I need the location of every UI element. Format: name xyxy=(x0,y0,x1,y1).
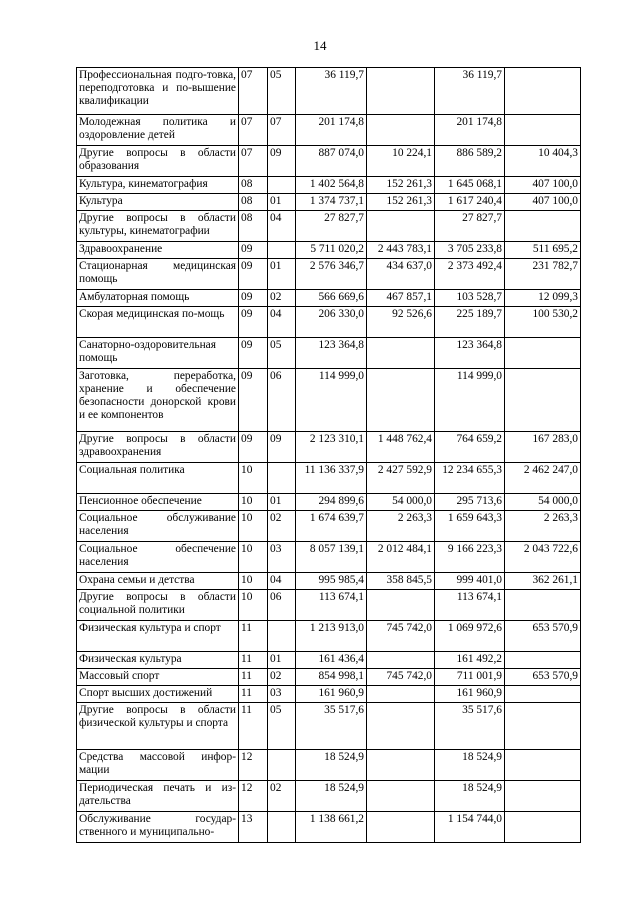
row-value-2 xyxy=(367,750,435,781)
row-value-3: 3 705 233,8 xyxy=(435,242,505,259)
row-value-4: 10 404,3 xyxy=(505,146,581,177)
row-name: Массовый спорт xyxy=(77,669,239,686)
row-subsection-code xyxy=(268,621,296,652)
table-row xyxy=(77,652,581,669)
row-name: Социальное обеспечение населения xyxy=(77,542,239,573)
row-subsection-code: 09 xyxy=(268,146,296,177)
row-section-code: 10 xyxy=(239,590,268,621)
table-row xyxy=(77,369,581,432)
row-name: Обслуживание государ-ственного и муниципально- xyxy=(77,812,239,843)
row-name: Другие вопросы в области образования xyxy=(77,146,239,177)
row-value-2: 745 742,0 xyxy=(367,669,435,686)
row-section-code: 11 xyxy=(239,621,268,652)
row-name: Культура xyxy=(77,194,239,211)
row-value-1: 1 374 737,1 xyxy=(296,194,367,211)
row-value-4: 2 263,3 xyxy=(505,511,581,542)
row-value-4: 12 099,3 xyxy=(505,290,581,307)
row-value-4 xyxy=(505,211,581,242)
row-value-3: 113 674,1 xyxy=(435,590,505,621)
table-row xyxy=(77,781,581,812)
row-value-2: 358 845,5 xyxy=(367,573,435,590)
row-name: Социальная политика xyxy=(77,463,239,494)
row-value-1: 11 136 337,9 xyxy=(296,463,367,494)
row-subsection-code: 02 xyxy=(268,511,296,542)
row-value-1: 995 985,4 xyxy=(296,573,367,590)
row-value-4: 54 000,0 xyxy=(505,494,581,511)
row-name: Здравоохранение xyxy=(77,242,239,259)
row-subsection-code: 01 xyxy=(268,259,296,290)
row-value-1: 35 517,6 xyxy=(296,703,367,750)
row-name: Другие вопросы в области культуры, кинематографии xyxy=(77,211,239,242)
table-row xyxy=(77,259,581,290)
row-name: Средства массовой инфор-мации xyxy=(77,750,239,781)
row-value-3: 1 069 972,6 xyxy=(435,621,505,652)
row-subsection-code: 03 xyxy=(268,542,296,573)
table-row xyxy=(77,511,581,542)
row-value-4 xyxy=(505,686,581,703)
row-section-code: 13 xyxy=(239,812,268,843)
row-subsection-code: 02 xyxy=(268,290,296,307)
row-section-code: 09 xyxy=(239,369,268,432)
row-value-1: 1 402 564,8 xyxy=(296,177,367,194)
row-value-4: 2 043 722,6 xyxy=(505,542,581,573)
row-value-2: 2 263,3 xyxy=(367,511,435,542)
row-value-4: 2 462 247,0 xyxy=(505,463,581,494)
table-row xyxy=(77,590,581,621)
row-value-3: 161 492,2 xyxy=(435,652,505,669)
row-value-1: 18 524,9 xyxy=(296,750,367,781)
row-value-3: 2 373 492,4 xyxy=(435,259,505,290)
row-value-4: 362 261,1 xyxy=(505,573,581,590)
row-value-3: 36 119,7 xyxy=(435,68,505,115)
row-section-code: 09 xyxy=(239,338,268,369)
row-subsection-code: 01 xyxy=(268,494,296,511)
row-value-3: 103 528,7 xyxy=(435,290,505,307)
row-section-code: 10 xyxy=(239,573,268,590)
row-value-4: 653 570,9 xyxy=(505,669,581,686)
row-subsection-code: 07 xyxy=(268,115,296,146)
row-value-4 xyxy=(505,338,581,369)
row-section-code: 11 xyxy=(239,652,268,669)
row-section-code: 07 xyxy=(239,146,268,177)
row-value-1: 201 174,8 xyxy=(296,115,367,146)
row-value-1: 2 576 346,7 xyxy=(296,259,367,290)
row-name: Спорт высших достижений xyxy=(77,686,239,703)
budget-table xyxy=(76,67,581,843)
row-value-2: 2 012 484,1 xyxy=(367,542,435,573)
table-row xyxy=(77,242,581,259)
row-value-2 xyxy=(367,68,435,115)
row-value-3: 1 645 068,1 xyxy=(435,177,505,194)
row-subsection-code: 04 xyxy=(268,211,296,242)
row-value-3: 201 174,8 xyxy=(435,115,505,146)
row-section-code: 08 xyxy=(239,211,268,242)
row-subsection-code: 06 xyxy=(268,590,296,621)
row-value-1: 566 669,6 xyxy=(296,290,367,307)
table-row xyxy=(77,812,581,843)
row-section-code: 08 xyxy=(239,177,268,194)
row-value-2: 434 637,0 xyxy=(367,259,435,290)
table-row xyxy=(77,463,581,494)
row-value-3: 1 659 643,3 xyxy=(435,511,505,542)
row-value-4: 653 570,9 xyxy=(505,621,581,652)
row-subsection-code xyxy=(268,463,296,494)
row-section-code: 11 xyxy=(239,686,268,703)
table-row xyxy=(77,669,581,686)
table-row xyxy=(77,194,581,211)
row-value-4: 407 100,0 xyxy=(505,194,581,211)
row-section-code: 09 xyxy=(239,242,268,259)
row-value-2: 92 526,6 xyxy=(367,307,435,338)
row-subsection-code: 04 xyxy=(268,307,296,338)
row-subsection-code: 04 xyxy=(268,573,296,590)
row-name: Скорая медицинская по-мощь xyxy=(77,307,239,338)
row-subsection-code: 02 xyxy=(268,781,296,812)
row-value-4 xyxy=(505,68,581,115)
row-value-2: 467 857,1 xyxy=(367,290,435,307)
row-value-4 xyxy=(505,115,581,146)
row-value-3: 225 189,7 xyxy=(435,307,505,338)
row-value-3: 12 234 655,3 xyxy=(435,463,505,494)
row-name: Молодежная политика и оздоровление детей xyxy=(77,115,239,146)
row-value-4 xyxy=(505,590,581,621)
row-value-1: 887 074,0 xyxy=(296,146,367,177)
table-row xyxy=(77,686,581,703)
table-row xyxy=(77,177,581,194)
row-value-2: 2 443 783,1 xyxy=(367,242,435,259)
table-row xyxy=(77,621,581,652)
row-value-2 xyxy=(367,338,435,369)
row-section-code: 09 xyxy=(239,307,268,338)
row-subsection-code: 09 xyxy=(268,432,296,463)
row-name: Периодическая печать и из-дательства xyxy=(77,781,239,812)
row-value-4 xyxy=(505,781,581,812)
row-subsection-code xyxy=(268,242,296,259)
row-value-2: 2 427 592,9 xyxy=(367,463,435,494)
row-subsection-code: 06 xyxy=(268,369,296,432)
row-section-code: 07 xyxy=(239,115,268,146)
row-name: Другие вопросы в области физической культуры и спорта xyxy=(77,703,239,750)
row-name: Культура, кинематография xyxy=(77,177,239,194)
row-subsection-code xyxy=(268,812,296,843)
row-subsection-code: 05 xyxy=(268,703,296,750)
row-subsection-code: 01 xyxy=(268,194,296,211)
table-row xyxy=(77,211,581,242)
row-value-1: 123 364,8 xyxy=(296,338,367,369)
row-value-1: 854 998,1 xyxy=(296,669,367,686)
row-value-2: 10 224,1 xyxy=(367,146,435,177)
row-value-2 xyxy=(367,781,435,812)
row-value-2 xyxy=(367,590,435,621)
row-value-1: 36 119,7 xyxy=(296,68,367,115)
row-value-2: 1 448 762,4 xyxy=(367,432,435,463)
table-row xyxy=(77,542,581,573)
row-name: Пенсионное обеспечение xyxy=(77,494,239,511)
row-section-code: 09 xyxy=(239,290,268,307)
row-value-4 xyxy=(505,703,581,750)
row-value-3: 18 524,9 xyxy=(435,781,505,812)
row-value-2 xyxy=(367,703,435,750)
row-section-code: 09 xyxy=(239,432,268,463)
row-value-3: 27 827,7 xyxy=(435,211,505,242)
table-row xyxy=(77,432,581,463)
row-value-1: 113 674,1 xyxy=(296,590,367,621)
row-section-code: 10 xyxy=(239,542,268,573)
row-subsection-code: 05 xyxy=(268,68,296,115)
table-row xyxy=(77,146,581,177)
row-section-code: 11 xyxy=(239,703,268,750)
row-value-3: 114 999,0 xyxy=(435,369,505,432)
row-section-code: 10 xyxy=(239,494,268,511)
table-row xyxy=(77,290,581,307)
table-row xyxy=(77,68,581,115)
row-value-1: 161 960,9 xyxy=(296,686,367,703)
row-value-2: 54 000,0 xyxy=(367,494,435,511)
row-value-3: 764 659,2 xyxy=(435,432,505,463)
row-name: Стационарная медицинская помощь xyxy=(77,259,239,290)
row-name: Социальное обслуживание населения xyxy=(77,511,239,542)
row-name: Физическая культура и спорт xyxy=(77,621,239,652)
row-value-1: 206 330,0 xyxy=(296,307,367,338)
row-value-2 xyxy=(367,686,435,703)
row-name: Заготовка, переработка, хранение и обеспечение безопасности донорской крови и ее компонентов xyxy=(77,369,239,432)
row-subsection-code: 03 xyxy=(268,686,296,703)
row-value-2: 745 742,0 xyxy=(367,621,435,652)
row-value-3: 999 401,0 xyxy=(435,573,505,590)
row-value-1: 8 057 139,1 xyxy=(296,542,367,573)
row-value-4: 231 782,7 xyxy=(505,259,581,290)
row-value-4: 100 530,2 xyxy=(505,307,581,338)
row-name: Охрана семьи и детства xyxy=(77,573,239,590)
table-row xyxy=(77,307,581,338)
row-value-2 xyxy=(367,115,435,146)
row-name: Санаторно-оздоровительная помощь xyxy=(77,338,239,369)
page-number: 14 xyxy=(313,38,327,53)
row-value-4 xyxy=(505,812,581,843)
row-name: Профессиональная подго-товка, переподготовка и по-вышение квалификации xyxy=(77,68,239,115)
row-section-code: 08 xyxy=(239,194,268,211)
row-value-1: 1 213 913,0 xyxy=(296,621,367,652)
row-value-1: 18 524,9 xyxy=(296,781,367,812)
row-value-4: 167 283,0 xyxy=(505,432,581,463)
table-row xyxy=(77,115,581,146)
table-row xyxy=(77,573,581,590)
row-section-code: 10 xyxy=(239,463,268,494)
row-value-1: 161 436,4 xyxy=(296,652,367,669)
row-section-code: 12 xyxy=(239,750,268,781)
row-value-3: 18 524,9 xyxy=(435,750,505,781)
row-value-4 xyxy=(505,369,581,432)
row-value-1: 1 674 639,7 xyxy=(296,511,367,542)
row-value-1: 114 999,0 xyxy=(296,369,367,432)
row-value-3: 1 617 240,4 xyxy=(435,194,505,211)
row-value-3: 161 960,9 xyxy=(435,686,505,703)
row-value-2 xyxy=(367,211,435,242)
row-value-2 xyxy=(367,812,435,843)
row-value-1: 1 138 661,2 xyxy=(296,812,367,843)
row-value-3: 886 589,2 xyxy=(435,146,505,177)
row-value-3: 1 154 744,0 xyxy=(435,812,505,843)
row-value-1: 27 827,7 xyxy=(296,211,367,242)
row-section-code: 11 xyxy=(239,669,268,686)
row-value-1: 2 123 310,1 xyxy=(296,432,367,463)
row-value-3: 123 364,8 xyxy=(435,338,505,369)
row-value-3: 35 517,6 xyxy=(435,703,505,750)
row-subsection-code: 02 xyxy=(268,669,296,686)
row-section-code: 12 xyxy=(239,781,268,812)
row-value-4 xyxy=(505,652,581,669)
row-value-3: 711 001,9 xyxy=(435,669,505,686)
table-row xyxy=(77,494,581,511)
row-value-4: 407 100,0 xyxy=(505,177,581,194)
row-name: Другие вопросы в области социальной политики xyxy=(77,590,239,621)
row-value-4: 511 695,2 xyxy=(505,242,581,259)
row-value-1: 294 899,6 xyxy=(296,494,367,511)
row-value-4 xyxy=(505,750,581,781)
row-value-2 xyxy=(367,369,435,432)
row-subsection-code xyxy=(268,750,296,781)
row-name: Амбулаторная помощь xyxy=(77,290,239,307)
row-subsection-code xyxy=(268,177,296,194)
row-subsection-code: 05 xyxy=(268,338,296,369)
row-section-code: 10 xyxy=(239,511,268,542)
row-value-2: 152 261,3 xyxy=(367,194,435,211)
row-value-3: 9 166 223,3 xyxy=(435,542,505,573)
table-row xyxy=(77,750,581,781)
row-name: Другие вопросы в области здравоохранения xyxy=(77,432,239,463)
table-row xyxy=(77,703,581,750)
row-value-2 xyxy=(367,652,435,669)
row-section-code: 09 xyxy=(239,259,268,290)
row-value-1: 5 711 020,2 xyxy=(296,242,367,259)
table-row xyxy=(77,338,581,369)
row-value-2: 152 261,3 xyxy=(367,177,435,194)
row-subsection-code: 01 xyxy=(268,652,296,669)
row-name: Физическая культура xyxy=(77,652,239,669)
row-value-3: 295 713,6 xyxy=(435,494,505,511)
row-section-code: 07 xyxy=(239,68,268,115)
